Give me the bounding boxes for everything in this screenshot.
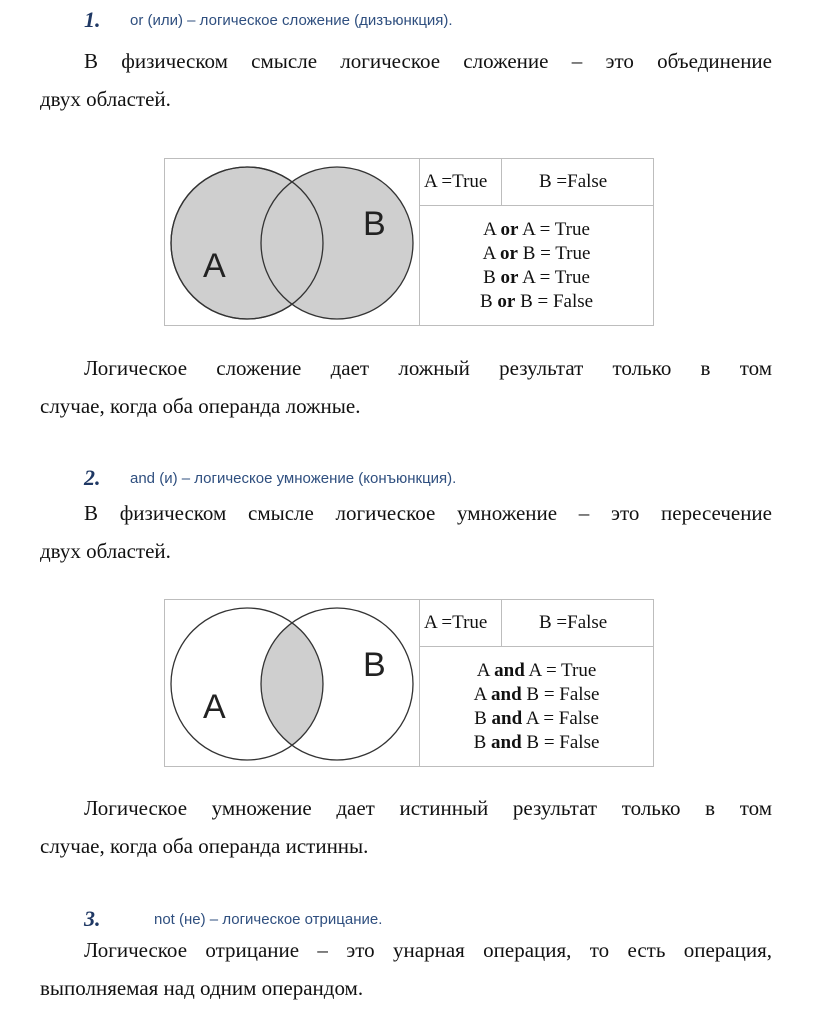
truth-row: A or A = True xyxy=(483,218,590,240)
section-2-paragraph-1 xyxy=(40,494,772,570)
or-venn-diagram xyxy=(165,159,419,325)
and-venn-figure xyxy=(164,599,654,767)
section-3-title: not (не) – логическое отрицание. xyxy=(154,910,383,928)
section-2-paragraph-1-line-2: двух областей. xyxy=(40,539,171,563)
table-divider-column xyxy=(501,600,502,646)
truth-row: B and A = False xyxy=(474,707,599,729)
intersection-area xyxy=(261,608,413,760)
section-3-paragraph-1-line-1: Логическое отрицание – это унарная операция, то есть операция, xyxy=(84,938,772,962)
table-divider-column xyxy=(501,159,502,205)
circle-b xyxy=(261,167,413,319)
header-b-false: B =False xyxy=(539,612,608,633)
section-3-number: 3. xyxy=(84,906,101,931)
venn-label-b: B xyxy=(363,205,386,243)
truth-row: A and B = False xyxy=(473,683,600,705)
section-2-heading xyxy=(84,463,456,493)
truth-row: B or B = False xyxy=(479,290,594,312)
truth-row: A and A = True xyxy=(476,659,597,681)
section-3-heading xyxy=(84,904,382,934)
section-2-paragraph-2-line-1: Логическое умножение дает истинный результат только в том xyxy=(84,796,772,820)
header-a-true: A =True xyxy=(424,171,488,192)
truth-row: B or A = True xyxy=(483,266,590,288)
truth-row: B and B = False xyxy=(473,731,600,753)
truth-row: A or B = True xyxy=(482,242,591,264)
section-2-number: 2. xyxy=(84,465,101,490)
or-truth-rows xyxy=(420,206,653,325)
section-3-paragraph-1-line-2: выполняемая над одним операндом. xyxy=(40,976,364,1000)
section-1-paragraph-1-line-1: В физическом смысле логическое сложение – это объединение xyxy=(84,49,772,73)
section-1-paragraph-1-line-2: двух областей. xyxy=(40,87,171,111)
section-2-paragraph-1-line-1: В физическом смысле логическое умножение – это пересечение xyxy=(84,501,772,525)
section-2-title: and (и) – логическое умножение (конъюнкция). xyxy=(130,469,457,487)
section-1-heading xyxy=(84,5,453,35)
or-venn-figure xyxy=(164,158,654,326)
section-1-number: 1. xyxy=(84,7,101,32)
section-1-paragraph-2-line-2: случае, когда оба операнда ложные. xyxy=(40,394,361,418)
venn-label-b: B xyxy=(363,646,386,684)
section-2-paragraph-2-line-2: случае, когда оба операнда истинны. xyxy=(40,834,369,858)
venn-label-a: A xyxy=(203,247,226,285)
section-1-paragraph-1 xyxy=(40,42,772,118)
and-truth-rows xyxy=(420,647,653,766)
section-2-paragraph-2 xyxy=(40,789,772,865)
and-venn-diagram xyxy=(165,600,419,766)
venn-label-a: A xyxy=(203,688,226,726)
section-1-paragraph-2 xyxy=(40,349,772,425)
section-3-paragraph-1 xyxy=(40,931,772,1007)
section-1-title: or (или) – логическое сложение (дизъюнкция). xyxy=(130,11,453,29)
header-a-true: A =True xyxy=(424,612,488,633)
section-1-paragraph-2-line-1: Логическое сложение дает ложный результат только в том xyxy=(84,356,772,380)
header-b-false: B =False xyxy=(539,171,608,192)
